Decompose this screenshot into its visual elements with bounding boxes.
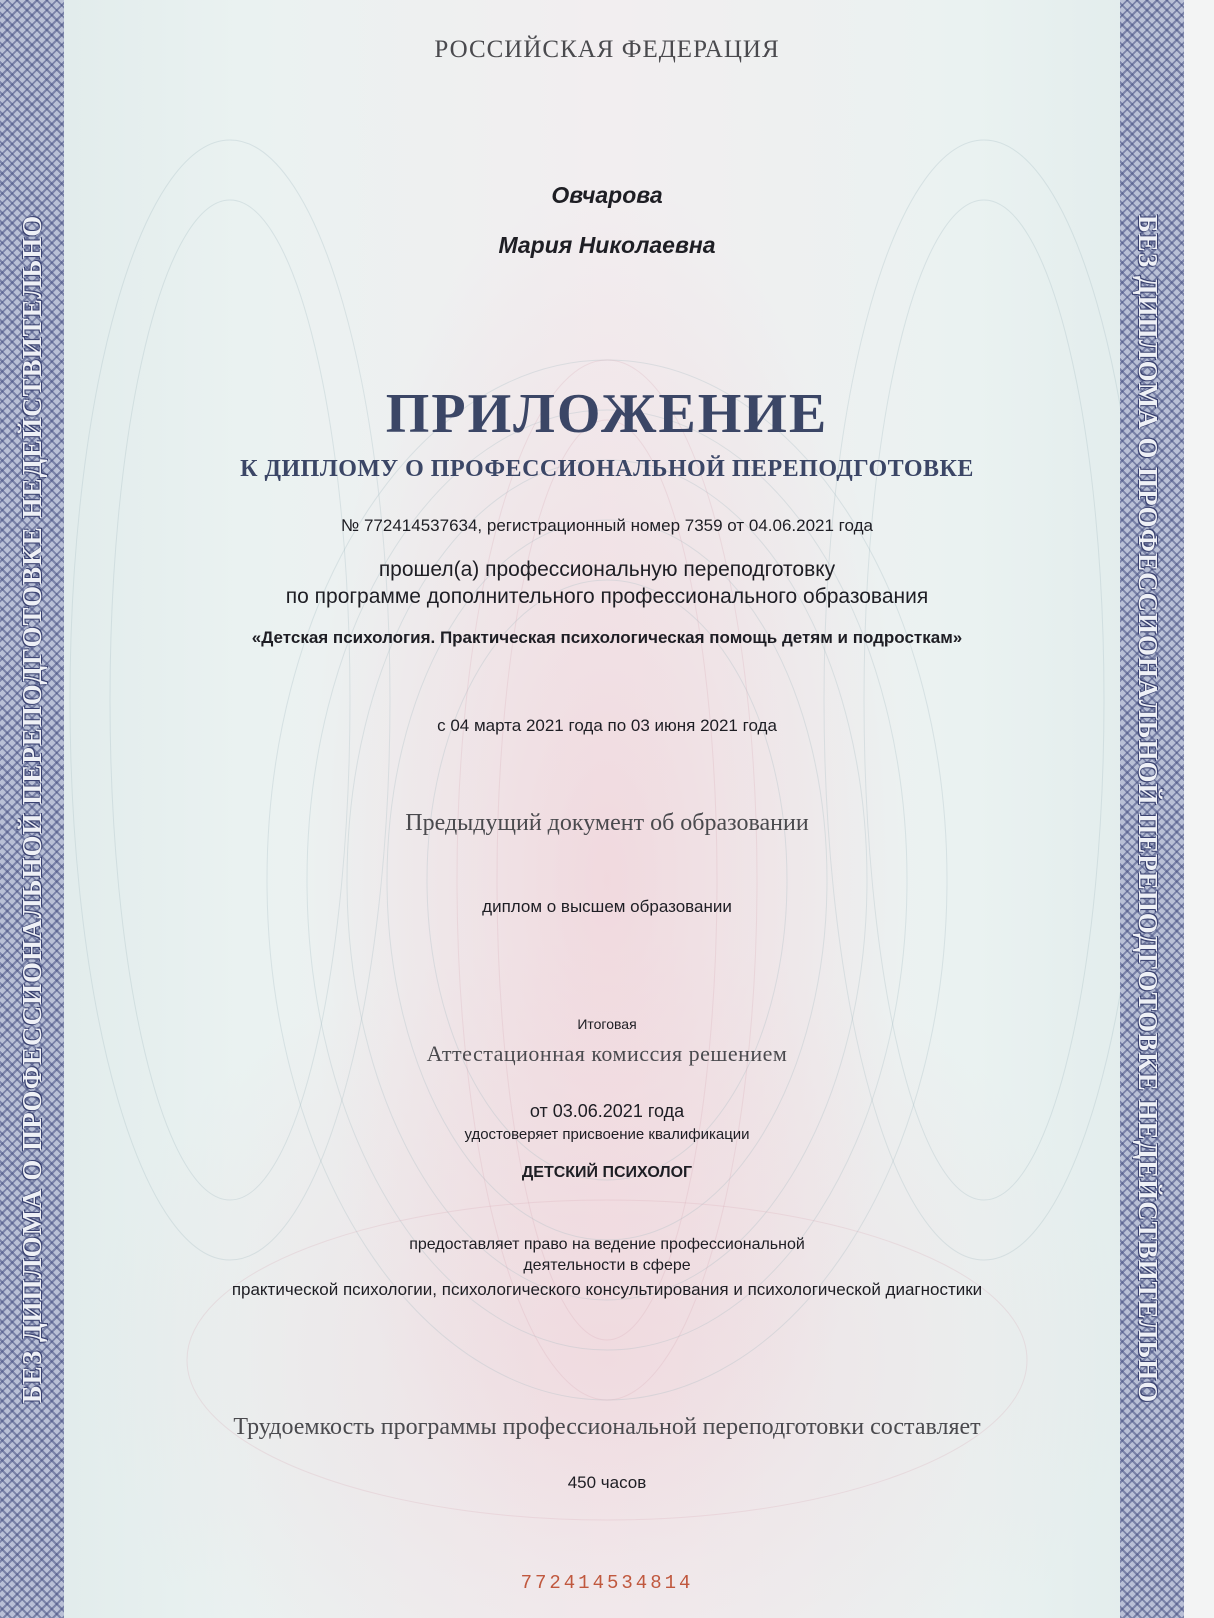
given-names: Мария Николаевна xyxy=(498,232,716,258)
labor-hours: 450 часов xyxy=(567,1473,647,1492)
rights-line-2: деятельности в сфере xyxy=(523,1257,691,1274)
program-line-1: прошел(а) профессиональную переподготовку xyxy=(378,558,836,581)
document-title: ПРИЛОЖЕНИЕ xyxy=(385,383,829,445)
labor-heading: Трудоемкость программы профессиональной переподготовки составляет xyxy=(233,1414,981,1440)
diploma-number-line: № 772414537634, регистрационный номер 7359 от 04.06.2021 года xyxy=(341,516,873,535)
certifies-text: удостоверяет присвоение квалификации xyxy=(464,1126,750,1143)
right-side-text: БЕЗ ДИПЛОМА О ПРОФЕССИОНАЛЬНОЙ ПЕРЕПОДГОТОВКЕ НЕДЕЙСТВИТЕЛЬНО xyxy=(1133,214,1163,1404)
document-subtitle: К ДИПЛОМУ О ПРОФЕССИОНАЛЬНОЙ ПЕРЕПОДГОТОВКЕ xyxy=(240,456,974,482)
decision-date: от 03.06.2021 года xyxy=(529,1101,685,1121)
left-side-text: БЕЗ ДИПЛОМА О ПРОФЕССИОНАЛЬНОЙ ПЕРЕПОДГОТОВКЕ НЕДЕЙСТВИТЕЛЬНО xyxy=(17,214,47,1404)
program-name: «Детская психология. Практическая психологическая помощь детям и подросткам» xyxy=(251,628,963,647)
commission-label-small: Итоговая xyxy=(577,1016,637,1032)
study-period: с 04 марта 2021 года по 03 июня 2021 года xyxy=(437,716,777,735)
commission-label: Аттестационная комиссия решением xyxy=(426,1041,788,1066)
rights-line-1: предоставляет право на ведение профессиональной xyxy=(409,1236,805,1253)
rights-line-3: практической психологии, психологического консультирования и психологической диагностики xyxy=(231,1280,983,1299)
previous-document-heading: Предыдущий документ об образовании xyxy=(405,810,809,836)
program-line-2: по программе дополнительного профессионального образования xyxy=(285,585,929,608)
country-heading: РОССИЙСКАЯ ФЕДЕРАЦИЯ xyxy=(434,36,780,63)
surname: Овчарова xyxy=(551,182,663,208)
qualification: ДЕТСКИЙ ПСИХОЛОГ xyxy=(521,1164,693,1181)
serial-number: 772414534814 xyxy=(520,1572,694,1594)
previous-document-value: диплом о высшем образовании xyxy=(482,897,732,916)
